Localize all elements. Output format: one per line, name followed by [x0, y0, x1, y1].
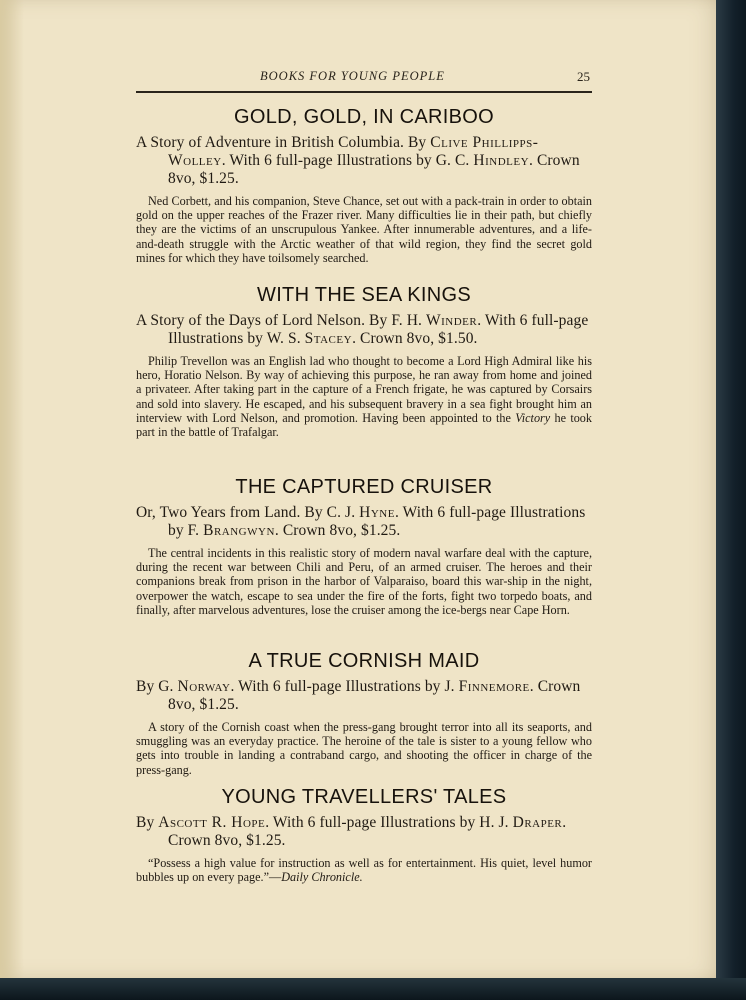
author-name: Winder: [426, 312, 478, 329]
page-gutter-shading: [0, 0, 24, 978]
book-description: A story of the Cornish coast when the press-gang brought terror into all its seaports, and smuggling was an everyday practice. The heroine of the tale is sister to a young fellow who gets into trouble in landing a contraband cargo, and shooting the officer in charge of the press-gang.: [136, 720, 592, 777]
book-byline: [136, 678, 592, 714]
byline-text: . Crown 8vo, $1.25.: [168, 678, 581, 713]
book-byline: [136, 134, 592, 188]
running-title: BOOKS FOR YOUNG PEOPLE: [260, 69, 445, 83]
book-binding-edge: [716, 0, 746, 1000]
byline-text: . With 6 full-page Illustrations by W. S.: [168, 312, 589, 347]
illustrator-name: Brangwyn: [203, 522, 275, 539]
byline-text: Or, Two Years from Land. By C. J.: [136, 504, 360, 521]
book-description: [136, 354, 592, 439]
book-entry-with-the-sea-kings: [136, 284, 592, 439]
illustrator-name: Hindley: [473, 152, 530, 169]
author-name: Ascott R. Hope: [158, 814, 266, 831]
description-text: he took part in the battle of Trafalgar.: [136, 410, 592, 440]
description-text: Philip Trevellon was an English lad who thought to become a Lord High Admiral like his hero, Horatio Nelson. By way of achieving this purpose, he ran away from home and joined a privateer. After taking part in the capture of a French frigate, he was captured by Corsairs and sold into slavery. He escaped, and his subsequent bravery in a sea fight brought him an interview with Lord Nelson, and promotion. Having been appointed to the: [136, 354, 592, 425]
illustrator-name: Finnemore: [458, 678, 530, 695]
book-entry-young-travellers-tales: [136, 786, 592, 884]
byline-text: . With 6 full-page Illustrations by H. J.: [265, 814, 513, 831]
byline-text: A Story of Adventure in British Columbia. By: [136, 134, 431, 151]
byline-text: . With 6 full-page Illustrations by F.: [168, 504, 586, 539]
book-entry-a-true-cornish-maid: [136, 650, 592, 777]
book-title: WITH THE SEA KINGS: [257, 284, 471, 306]
byline-text: . Crown 8vo, $1.25.: [274, 522, 401, 539]
quote-text: “Possess a high value for instruction as well as for entertainment. His quiet, level humor bubbles up on every page.”—: [136, 856, 592, 885]
quote-source: Daily Chronicle.: [281, 870, 363, 885]
page-bottom-edge: [0, 978, 746, 1000]
book-byline: [136, 504, 592, 540]
byline-text: By G.: [136, 678, 178, 695]
author-name: Hyne: [359, 504, 395, 521]
running-head: [136, 67, 592, 87]
book-byline: [136, 814, 592, 850]
ship-name: Victory: [515, 410, 551, 425]
book-description: Ned Corbett, and his companion, Steve Chance, set out with a pack-train in order to obtain gold on the upper reaches of the Frazer river. Many difficulties lie in their path, but chiefly they are the victims of an unscrupulous Yankee. After innumerable adventures, and a life-and-death struggle with the Arctic weather of that wild region, they find the secret gold mines for which they have toilsomely searched.: [136, 194, 592, 265]
book-byline: [136, 312, 592, 348]
author-name: Clive Phillipps-Wolley: [168, 134, 539, 169]
byline-text: A Story of the Days of Lord Nelson. By F. H.: [136, 312, 426, 329]
byline-text: . With 6 full-page Illustrations by J.: [230, 678, 459, 695]
byline-text: . Crown 8vo, $1.25.: [168, 152, 580, 187]
book-title: YOUNG TRAVELLERS' TALES: [221, 786, 507, 808]
book-entry-the-captured-cruiser: [136, 476, 592, 617]
author-name: Norway: [177, 678, 231, 695]
byline-text: . With 6 full-page Illustrations by G. C.: [221, 152, 474, 169]
book-title: A TRUE CORNISH MAID: [248, 650, 480, 672]
book-description: The central incidents in this realistic story of modern naval warfare deal with the capture, during the recent war between Chili and Peru, of an armed cruiser. The heroes and their companions break from prison in the harbor of Valparaiso, board this war-ship in the night, overpower the watch, escape to sea under the fire of the forts, fight two torpedo boats, and finally, after marvelous adventures, lose the cruiser among the ice-bergs near Cape Horn.: [136, 546, 592, 617]
illustrator-name: Draper: [512, 814, 563, 831]
byline-text: By: [136, 814, 159, 831]
header-rule: [136, 91, 592, 93]
byline-text: . Crown 8vo, $1.50.: [352, 330, 478, 347]
illustrator-name: Stacey: [304, 330, 353, 347]
page-number: 25: [577, 69, 590, 84]
book-entry-gold-gold-in-cariboo: [136, 106, 592, 265]
book-title: THE CAPTURED CRUISER: [235, 476, 493, 498]
book-review-quote: [136, 856, 592, 884]
book-title: GOLD, GOLD, IN CARIBOO: [234, 106, 494, 128]
byline-text: . Crown 8vo, $1.25.: [168, 814, 567, 849]
